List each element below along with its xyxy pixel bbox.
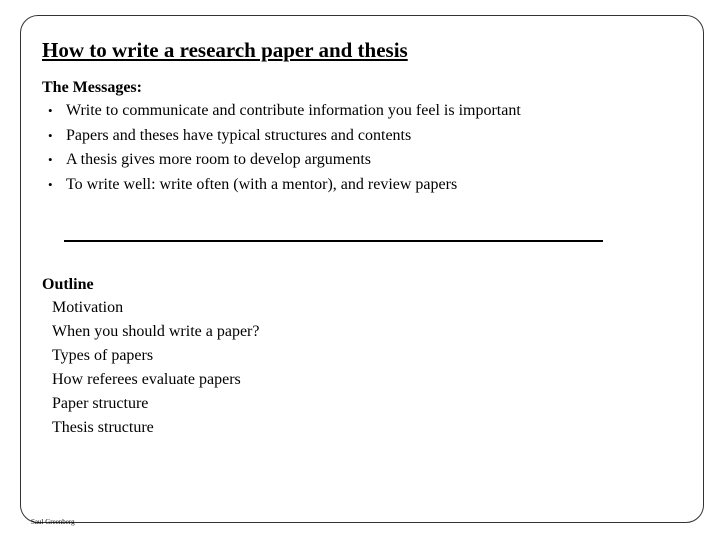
message-text: Write to communicate and contribute information you feel is important <box>66 102 521 119</box>
bullet-icon: • <box>48 152 53 167</box>
outline-item-paper-structure: Paper structure <box>52 395 149 412</box>
message-text: To write well: write often (with a mentor), and review papers <box>66 175 458 193</box>
messages-heading: The Messages: <box>42 79 142 96</box>
message-item <box>48 127 521 152</box>
author-footer: Saul Greenberg <box>31 518 75 526</box>
messages-list <box>48 102 521 200</box>
message-text: A thesis gives more room to develop arguments <box>66 151 371 168</box>
bullet-icon: • <box>48 127 53 143</box>
outline-item-referee-evaluation: How referees evaluate papers <box>52 371 241 388</box>
slide-title: How to write a research paper and thesis <box>42 38 408 62</box>
outline-list <box>52 298 259 442</box>
bullet-icon: • <box>48 176 53 192</box>
message-text: Papers and theses have typical structures and contents <box>66 126 412 144</box>
outline-item-types-of-papers: Types of papers <box>52 347 154 364</box>
message-item <box>48 102 521 127</box>
outline-heading: Outline <box>42 276 94 293</box>
outline-item-when-to-write: When you should write a paper? <box>52 323 260 340</box>
outline-item-thesis-structure: Thesis structure <box>52 419 154 436</box>
outline-item-motivation: Motivation <box>52 299 124 316</box>
message-item <box>48 176 521 201</box>
section-divider <box>64 240 603 242</box>
bullet-icon: • <box>48 103 53 118</box>
message-item <box>48 151 521 176</box>
